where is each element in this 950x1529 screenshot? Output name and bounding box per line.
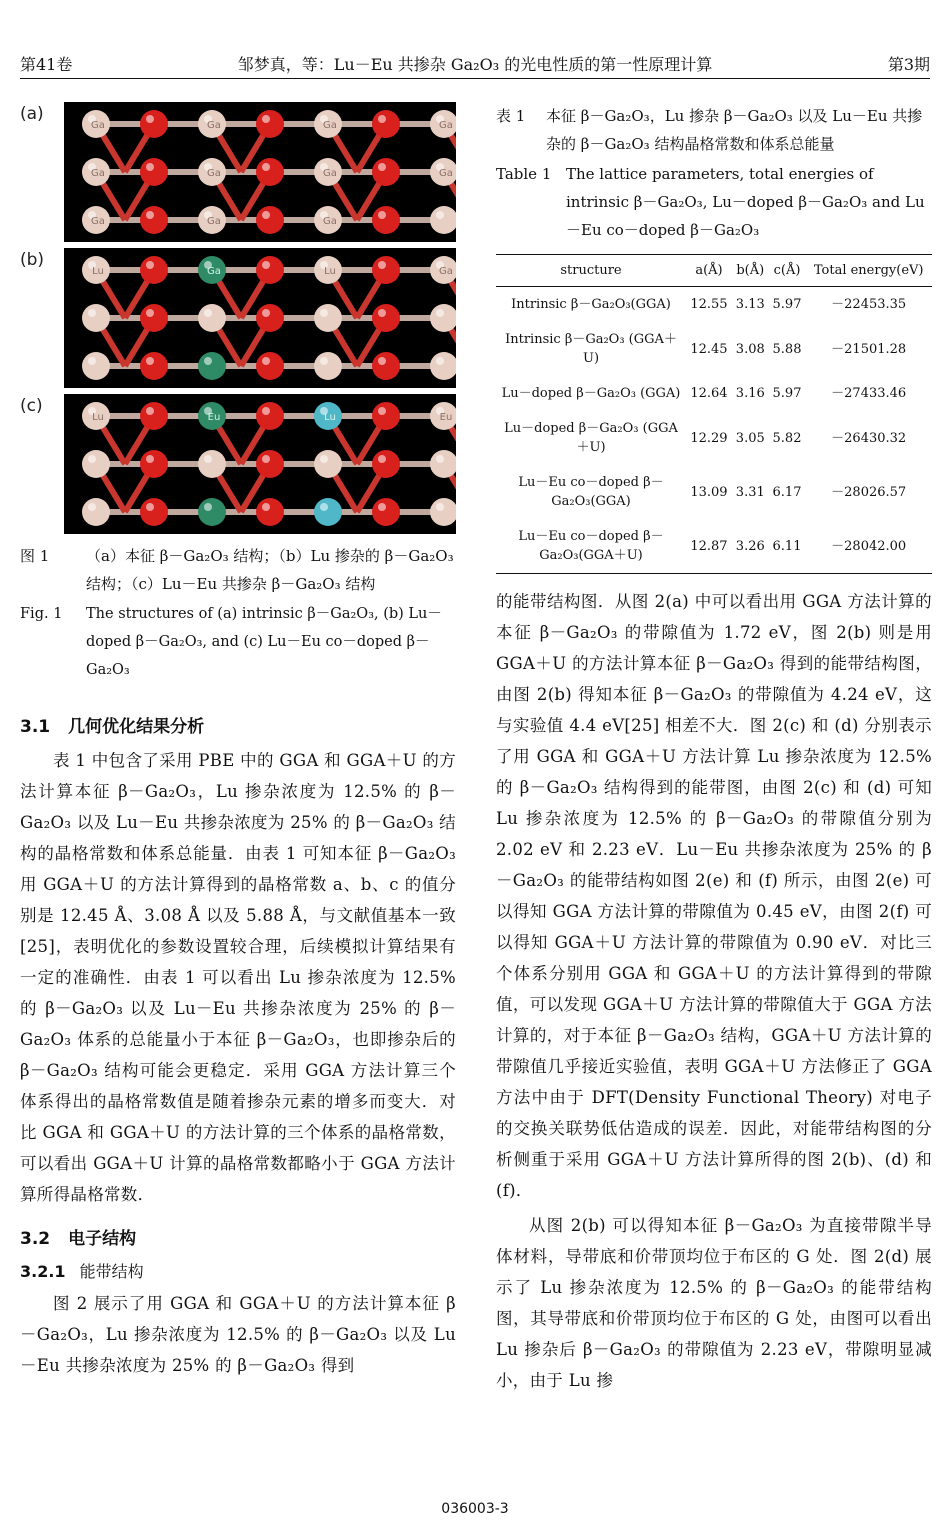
atom-label: Lu xyxy=(92,412,104,423)
table-caption xyxy=(496,102,932,244)
atom-label: Ga xyxy=(323,120,337,131)
gallium-atom xyxy=(82,450,110,478)
table-row xyxy=(496,376,932,411)
gallium-atom xyxy=(82,304,110,332)
left-column xyxy=(20,102,456,1381)
atom-label: Ga xyxy=(323,216,337,227)
oxygen-atom xyxy=(256,158,284,186)
gallium-atom xyxy=(198,110,226,138)
atom-label: Lu xyxy=(324,266,336,277)
gallium-atom xyxy=(430,256,456,284)
oxygen-atom xyxy=(140,402,168,430)
column-header: c(Å) xyxy=(773,263,801,278)
lattice-parameters-table xyxy=(496,254,932,574)
body-paragraph: 的能带结构图．从图 2(a) 中可以看出用 GGA 方法计算的本征 β－Ga₂O₃ 的带隙值为 1.72 eV，图 2(b) 则是用 GGA＋U 的方法计算本征 β－Ga₂O₃ 得到的能带结构图，由图 2(b) 得知本征 β－Ga₂O₃ 的带隙值为 4.24 eV，这与实验值 4.4 eV[25] 相差不大．图 2(c) 和 (d) 分别表示了用 GGA 和 GGA＋U 方法计算 Lu 掺杂浓度为 12.5% 的 β－Ga₂O₃ 结构得到的能带图，由图 2(c) 和 (d) 可知 Lu 掺杂浓度为 12.5% 的 β－Ga₂O₃ 的带隙值分别为 2.02 eV 和 2.23 eV．Lu－Eu 共掺杂浓度为 25% 的 β－Ga₂O₃ 的能带结构如图 2(e) 和 (f) 所示，由图 2(e) 可以得知 GGA 方法计算的带隙值为 0.45 eV，由图 2(f) 可以得知 GGA＋U 方法计算的带隙值为 0.90 eV．对比三个体系分别用 GGA 和 GGA＋U 的方法计算得到的带隙值，可以发现 GGA＋U 方法计算的带隙值大于 GGA 方法计算的，对于本征 β－Ga₂O₃ 结构，GGA＋U 方法计算的带隙值几乎接近实验值，表明 GGA＋U 方法修正了 GGA 方法中由于 DFT(Density Functional Theory) 对电子的交换关联势低估造成的误差．因此，对能带结构图的分析侧重于采用 GGA＋U 方法计算所得的图 2(b)、(d) 和 (f)． xyxy=(496,592,932,1200)
column-header: Total energy(eV) xyxy=(813,263,924,278)
atom-label: Eu xyxy=(207,412,221,423)
oxygen-atom xyxy=(256,206,284,234)
caption-text: （a）本征 β－Ga₂O₃ 结构；（b）Lu 掺杂的 β－Ga₂O₃ 结构；（c）Lu－Eu 共掺杂 β－Ga₂O₃ 结构 xyxy=(86,547,454,593)
table-cell: 12.29 xyxy=(690,430,728,446)
subsection-title: 能带结构 xyxy=(79,1262,144,1281)
caption-label: 图 1 xyxy=(20,547,50,565)
table-cell: Lu－doped β－Ga₂O₃ (GGA＋U) xyxy=(504,421,678,455)
oxygen-atom xyxy=(372,304,400,332)
volume-label: 第41卷 xyxy=(20,55,73,74)
table-row xyxy=(496,519,932,574)
table-cell: Lu－doped β－Ga₂O₃ (GGA) xyxy=(501,386,681,401)
section-heading xyxy=(20,1224,456,1249)
table-cell: 5.97 xyxy=(772,386,802,401)
atom-label: Ga xyxy=(207,266,221,277)
oxygen-atom xyxy=(140,304,168,332)
gallium-atom xyxy=(430,110,456,138)
table-caption-label: 表 1 xyxy=(496,107,526,125)
gallium-atom xyxy=(314,450,342,478)
lutetium-atom xyxy=(198,402,226,430)
section-title: 几何优化结果分析 xyxy=(68,717,205,737)
table-cell: 12.45 xyxy=(690,341,728,357)
running-title: 邹梦真，等：Lu－Eu 共掺杂 Ga₂O₃ 的光电性质的第一性原理计算 xyxy=(237,55,713,74)
gallium-atom xyxy=(430,498,456,526)
gallium-atom xyxy=(314,352,342,380)
gallium-atom xyxy=(430,304,456,332)
oxygen-atom xyxy=(140,206,168,234)
figure-panel-a xyxy=(20,102,456,242)
lutetium-atom xyxy=(198,352,226,380)
gallium-atom xyxy=(430,402,456,430)
oxygen-atom xyxy=(140,158,168,186)
lutetium-atom xyxy=(198,498,226,526)
table-cell: 12.55 xyxy=(690,297,728,312)
oxygen-atom xyxy=(372,158,400,186)
gallium-atom xyxy=(82,352,110,380)
table-caption-text: The lattice parameters, total energies of intrinsic β－Ga₂O₃, Lu－doped β－Ga₂O₃ and Lu－Eu co－doped β－Ga₂O₃ xyxy=(566,165,925,239)
atom-label: Ga xyxy=(207,168,221,179)
crystal-lattice-svg xyxy=(64,102,456,242)
figure-1 xyxy=(20,102,456,684)
gallium-atom xyxy=(314,206,342,234)
figure-panel-b xyxy=(20,248,456,388)
table-cell: －26430.32 xyxy=(831,430,907,446)
oxygen-atom xyxy=(372,352,400,380)
column-header: structure xyxy=(560,263,622,278)
gallium-atom xyxy=(314,110,342,138)
oxygen-atom xyxy=(372,450,400,478)
table-cell: Intrinsic β－Ga₂O₃(GGA) xyxy=(511,297,671,312)
atom-label: Ga xyxy=(91,216,105,227)
atom-label: Ga xyxy=(439,120,453,131)
oxygen-atom xyxy=(372,402,400,430)
gallium-atom xyxy=(430,206,456,234)
table-cell: 3.16 xyxy=(735,386,765,401)
table-cell: －28042.00 xyxy=(831,538,907,554)
table-header-row xyxy=(496,255,932,287)
table-cell: －28026.57 xyxy=(831,484,907,500)
table-cell: －27433.46 xyxy=(831,386,907,401)
table-cell: 5.88 xyxy=(772,341,802,357)
gallium-atom xyxy=(198,304,226,332)
oxygen-atom xyxy=(140,450,168,478)
gallium-atom xyxy=(82,498,110,526)
crystal-lattice-svg xyxy=(64,248,456,388)
column-header: a(Å) xyxy=(695,263,723,278)
table-row xyxy=(496,411,932,465)
oxygen-atom xyxy=(256,402,284,430)
subsection-number: 3.2.1 xyxy=(20,1262,66,1281)
gallium-atom xyxy=(82,110,110,138)
atom-label: Ga xyxy=(91,168,105,179)
figure-panel-c xyxy=(20,394,456,534)
atom-label: Ga xyxy=(207,120,221,131)
oxygen-atom xyxy=(140,498,168,526)
oxygen-atom xyxy=(140,256,168,284)
table-caption-label: Table 1 xyxy=(496,165,552,183)
table-cell: Lu－Eu co－doped β－Ga₂O₃(GGA＋U) xyxy=(518,529,664,563)
table-caption-text: 本征 β－Ga₂O₃，Lu 掺杂 β－Ga₂O₃ 以及 Lu－Eu 共掺杂的 β－Ga₂O₃ 结构晶格常数和体系总能量 xyxy=(546,107,923,153)
table-row xyxy=(496,287,932,323)
gallium-atom xyxy=(314,158,342,186)
panel-label: (a) xyxy=(20,104,44,124)
section-heading xyxy=(20,712,456,737)
atom-label: Ga xyxy=(207,216,221,227)
caption-text: The structures of (a) intrinsic β－Ga₂O₃, (b) Lu－doped β－Ga₂O₃, and (c) Lu－Eu co－doped β－Ga₂O₃ xyxy=(86,606,442,678)
lutetium-atom xyxy=(198,256,226,284)
table-cell: 6.11 xyxy=(772,538,802,554)
table-cell: 3.05 xyxy=(735,430,765,446)
section-number: 3.2 xyxy=(20,1229,51,1249)
caption-label: Fig. 1 xyxy=(20,606,63,622)
body-paragraph: 图 2 展示了用 GGA 和 GGA＋U 的方法计算本征 β－Ga₂O₃，Lu 掺杂浓度为 12.5% 的 β－Ga₂O₃ 以及 Lu－Eu 共掺杂浓度为 25% 的 β－Ga₂O₃ 得到 xyxy=(20,1294,456,1375)
section-title: 电子结构 xyxy=(68,1229,137,1249)
table-cell: 3.31 xyxy=(735,484,765,500)
oxygen-atom xyxy=(140,110,168,138)
panel-label: (b) xyxy=(20,250,45,270)
oxygen-atom xyxy=(372,256,400,284)
oxygen-atom xyxy=(256,256,284,284)
body-paragraph: 表 1 中包含了采用 PBE 中的 GGA 和 GGA＋U 的方法计算本征 β－Ga₂O₃，Lu 掺杂浓度为 12.5% 的 β－Ga₂O₃ 以及 Lu－Eu 共掺杂浓度为 25% 的 β－Ga₂O₃ 结构的晶格常数和体系总能量．由表 1 可知本征 β－Ga₂O₃ 用 GGA＋U 的方法计算得到的晶格常数 a、b、c 的值分别是 12.45 Å、3.08 Å 以及 5.88 Å，与文献值基本一致[25]，表明优化的参数设置较合理，后续模拟计算结果有一定的准确性．由表 1 可以看出 Lu 掺杂浓度为 12.5% 的 β－Ga₂O₃ 以及 Lu－Eu 共掺杂浓度为 25% 的 β－Ga₂O₃ 体系的总能量小于本征 β－Ga₂O₃，也即掺杂后的 β－Ga₂O₃ 结构可能会更稳定．采用 GGA 方法计算三个体系得出的晶格常数值是随着掺杂元素的增多而变大．对比 GGA 和 GGA＋U 的方法计算的三个体系的晶格常数，可以看出 GGA＋U 计算的晶格常数都略小于 GGA 方法计算所得晶格常数． xyxy=(20,751,456,1204)
atom-label: Ga xyxy=(439,266,453,277)
atom-label: Lu xyxy=(324,412,336,423)
atom-label: Eu xyxy=(439,412,453,423)
crystal-structure-image xyxy=(64,248,456,388)
table-cell: Intrinsic β－Ga₂O₃ (GGA＋U) xyxy=(505,332,677,366)
gallium-atom xyxy=(314,304,342,332)
table-cell: 12.87 xyxy=(690,538,728,554)
oxygen-atom xyxy=(372,110,400,138)
table-cell: Lu－Eu co－doped β－Ga₂O₃(GGA) xyxy=(518,475,664,509)
figure-caption-en xyxy=(20,600,456,684)
table-cell: 3.26 xyxy=(735,538,765,554)
table-row xyxy=(496,322,932,376)
table-cell: 12.64 xyxy=(690,386,728,401)
oxygen-atom xyxy=(256,352,284,380)
gallium-atom xyxy=(82,158,110,186)
oxygen-atom xyxy=(256,498,284,526)
gallium-atom xyxy=(82,402,110,430)
europium-atom xyxy=(314,498,342,526)
gallium-atom xyxy=(430,352,456,380)
gallium-atom xyxy=(198,450,226,478)
oxygen-atom xyxy=(372,206,400,234)
table-cell: 3.13 xyxy=(735,297,765,312)
section-number: 3.1 xyxy=(20,717,51,737)
table-cell: 13.09 xyxy=(690,484,728,500)
subsection-heading xyxy=(20,1259,456,1282)
oxygen-atom xyxy=(372,498,400,526)
right-column xyxy=(496,102,932,1396)
column-header: b(Å) xyxy=(736,263,765,278)
europium-atom xyxy=(314,402,342,430)
oxygen-atom xyxy=(256,450,284,478)
atom-label: Ga xyxy=(439,168,453,179)
page-number: 036003-3 xyxy=(441,1501,509,1517)
crystal-lattice-svg xyxy=(64,394,456,534)
table-cell: －21501.28 xyxy=(831,341,907,357)
gallium-atom xyxy=(430,450,456,478)
oxygen-atom xyxy=(256,110,284,138)
panel-label: (c) xyxy=(20,396,43,416)
gallium-atom xyxy=(314,256,342,284)
atom-label: Ga xyxy=(323,168,337,179)
crystal-structure-image xyxy=(64,394,456,534)
atom-label: Lu xyxy=(92,266,104,277)
gallium-atom xyxy=(82,256,110,284)
gallium-atom xyxy=(82,206,110,234)
issue-label: 第3期 xyxy=(887,55,930,74)
oxygen-atom xyxy=(256,304,284,332)
table-cell: 6.17 xyxy=(772,484,802,500)
figure-caption-cn xyxy=(20,542,456,598)
table-cell: －22453.35 xyxy=(831,297,907,312)
table-cell: 5.82 xyxy=(772,430,802,446)
crystal-structure-image xyxy=(64,102,456,242)
oxygen-atom xyxy=(140,352,168,380)
gallium-atom xyxy=(198,206,226,234)
gallium-atom xyxy=(430,158,456,186)
atom-label: Ga xyxy=(91,120,105,131)
table-row xyxy=(496,465,932,519)
table-cell: 5.97 xyxy=(772,297,802,312)
gallium-atom xyxy=(198,158,226,186)
body-paragraph: 从图 2(b) 可以得知本征 β－Ga₂O₃ 为直接带隙半导体材料，导带底和价带顶均位于布区的 G 处．图 2(d) 展示了 Lu 掺杂浓度为 12.5% 的 β－Ga₂O₃ 的能带结构图，其导带底和价带顶均位于布区的 G 处，由图可以看出 Lu 掺杂后 β－Ga₂O₃ 的带隙值为 2.23 eV，带隙明显减小，由于 Lu 掺 xyxy=(496,1216,932,1390)
running-header xyxy=(20,48,930,79)
table-cell: 3.08 xyxy=(735,341,765,357)
